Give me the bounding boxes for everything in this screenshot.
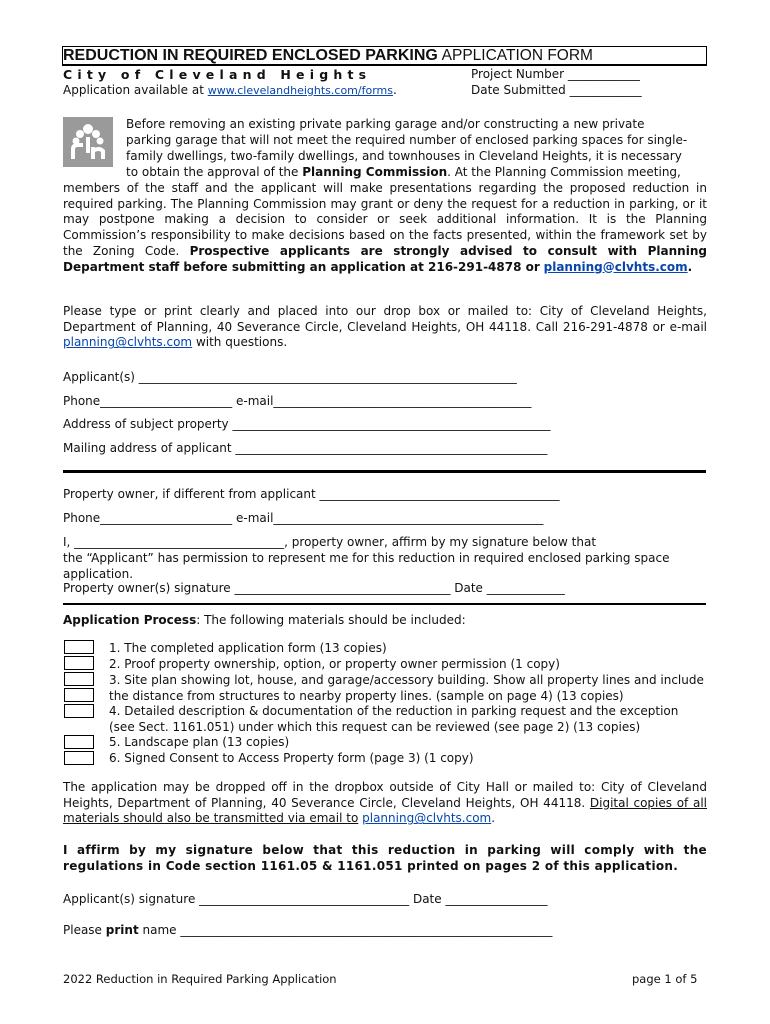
intro-line-1: Before removing an existing private parking garage and/or constructing a new private — [126, 117, 645, 131]
planning-email-link[interactable]: planning@clvhts.com — [543, 259, 688, 274]
section-divider-2 — [63, 603, 706, 605]
applicant-signature-field[interactable]: Applicant(s) signature ___________________________________ Date _________________ — [63, 892, 548, 906]
checkbox-item-6[interactable] — [64, 751, 94, 765]
owner-affirm-line-2: the “Applicant” has permission to represent me for this reduction in required enclosed parking space application. — [63, 551, 670, 581]
owner-affirm-line-1[interactable]: I, ___________________________________, property owner, affirm by my signature below that — [63, 535, 597, 549]
intro-line-2: parking garage that will not meet the required number of enclosed parking spaces for single- — [126, 133, 688, 147]
dropoff-email-link[interactable]: planning@clvhts.com — [362, 811, 492, 826]
process-heading: Application Process — [63, 613, 197, 627]
intro-line-4: to obtain the approval of the Planning Commission. At the Planning Commission meeting, — [126, 165, 681, 179]
section-divider — [63, 470, 706, 473]
checklist-item-6: 6. Signed Consent to Access Property form (page 3) (1 copy) — [109, 751, 474, 765]
applicant-phone-email-field[interactable]: Phone______________________ e-mail___________________________________________ — [63, 394, 532, 408]
checklist-item-1: 1. The completed application form (13 copies) — [109, 641, 387, 655]
intro-rest: members of the staff and the applicant will make presentations regarding the proposed reduction in required parking. The Planning Commission may grant or deny the request for a reduction in parking, or it may postpone making a decision to consider or seek additional information. It is the Planning Commission’s responsibility to make decisions based on the facts presented, within the framework set by the Zoning Code. Prospective applicants are strongly advised to consult with Planning Department staff before submitting an application at 216-291-4878 or planning@clvhts.com. — [63, 181, 707, 274]
checklist-item-2: 2. Proof property ownership, option, or property owner permission (1 copy) — [109, 657, 560, 671]
checkbox-item-1[interactable] — [64, 640, 94, 654]
instructions: Please type or print clearly and placed into our drop box or mailed to: City of Cleveland Heights, Department of Planning, 40 Severance Circle, Cleveland Heights, OH 44118. Call 216-291-4878 or e-mail planning@clvhts.com with questions. — [63, 304, 707, 350]
city-logo — [63, 117, 113, 167]
date-submitted-field[interactable]: Date Submitted ____________ — [471, 83, 642, 97]
checkbox-item-5[interactable] — [64, 735, 94, 749]
checkbox-item-3a[interactable] — [64, 672, 94, 686]
form-title-rest: APPLICATION FORM — [441, 47, 593, 64]
mailing-address-field[interactable]: Mailing address of applicant ____________________________________________________ — [63, 441, 548, 455]
tree-logo-icon — [63, 117, 113, 167]
checkbox-item-3b[interactable] — [64, 688, 94, 702]
subject-address-field[interactable]: Address of subject property _____________________________________________________ — [63, 417, 551, 431]
affirmation-statement: I affirm by my signature below that this reduction in parking will comply with the regulations in Code section 1161.05 & 1161.051 printed on pages 2 of this application. — [63, 843, 707, 873]
form-title-bold: REDUCTION IN REQUIRED ENCLOSED PARKING — [63, 47, 438, 64]
form-title-bar — [62, 46, 707, 66]
forms-link[interactable]: www.clevelandheights.com/forms — [207, 84, 393, 97]
city-name: City of Cleveland Heights — [63, 67, 372, 82]
checkbox-item-4[interactable] — [64, 704, 94, 718]
checklist-item-5: 5. Landscape plan (13 copies) — [109, 735, 290, 749]
footer-title: 2022 Reduction in Required Parking Application — [63, 972, 337, 986]
instructions-email-link[interactable]: planning@clvhts.com — [63, 335, 193, 350]
checklist-item-4: 4. Detailed description & documentation of the reduction in parking request and the exception (see Sect. 1161.051) under which this request can be reviewed (see page 2) (13 copies) — [109, 704, 679, 734]
checklist-item-3: 3. Site plan showing lot, house, and garage/accessory building. Show all property lines and include the distance from structures to nearby property lines. (sample on page 4) (13 copies) — [109, 673, 704, 703]
footer-page-number: page 1 of 5 — [632, 972, 698, 986]
advise-text: Prospective applicants are strongly advised to consult with Planning Department staff before submitting an application at 216-291-4878 or — [63, 243, 707, 274]
owner-field[interactable]: Property owner, if different from applicant ________________________________________ — [63, 487, 560, 501]
dropoff-text: The application may be dropped off in the dropbox outside of City Hall or mailed to: City of Cleveland Heights, Department of Planning, 40 Severance Circle, Cleveland Heights, OH 44118. Digital copies of all materials should also be transmitted via email to planning@clvhts.com. — [63, 780, 707, 826]
project-number-field[interactable]: Project Number ____________ — [471, 67, 640, 81]
applicant-field[interactable]: Applicant(s) _______________________________________________________________ — [63, 370, 517, 384]
owner-phone-email-field[interactable]: Phone______________________ e-mail_____________________________________________ — [63, 511, 544, 525]
process-heading-line: Application Process: The following materials should be included: — [63, 613, 466, 627]
digital-copies-note: Digital copies of all materials should also be transmitted via email to — [63, 795, 707, 826]
owner-signature-field[interactable]: Property owner(s) signature ____________________________________ Date _____________ — [63, 581, 565, 595]
print-name-field[interactable]: Please print name ______________________________________________________________ — [63, 923, 553, 937]
intro-line-3: family dwellings, two-family dwellings, and townhouses in Cleveland Heights, it is necessary — [126, 149, 682, 163]
planning-commission-bold: Planning Commission — [302, 165, 448, 179]
availability-line: Application available at www.clevelandheights.com/forms. — [63, 83, 397, 97]
checkbox-item-2[interactable] — [64, 656, 94, 670]
